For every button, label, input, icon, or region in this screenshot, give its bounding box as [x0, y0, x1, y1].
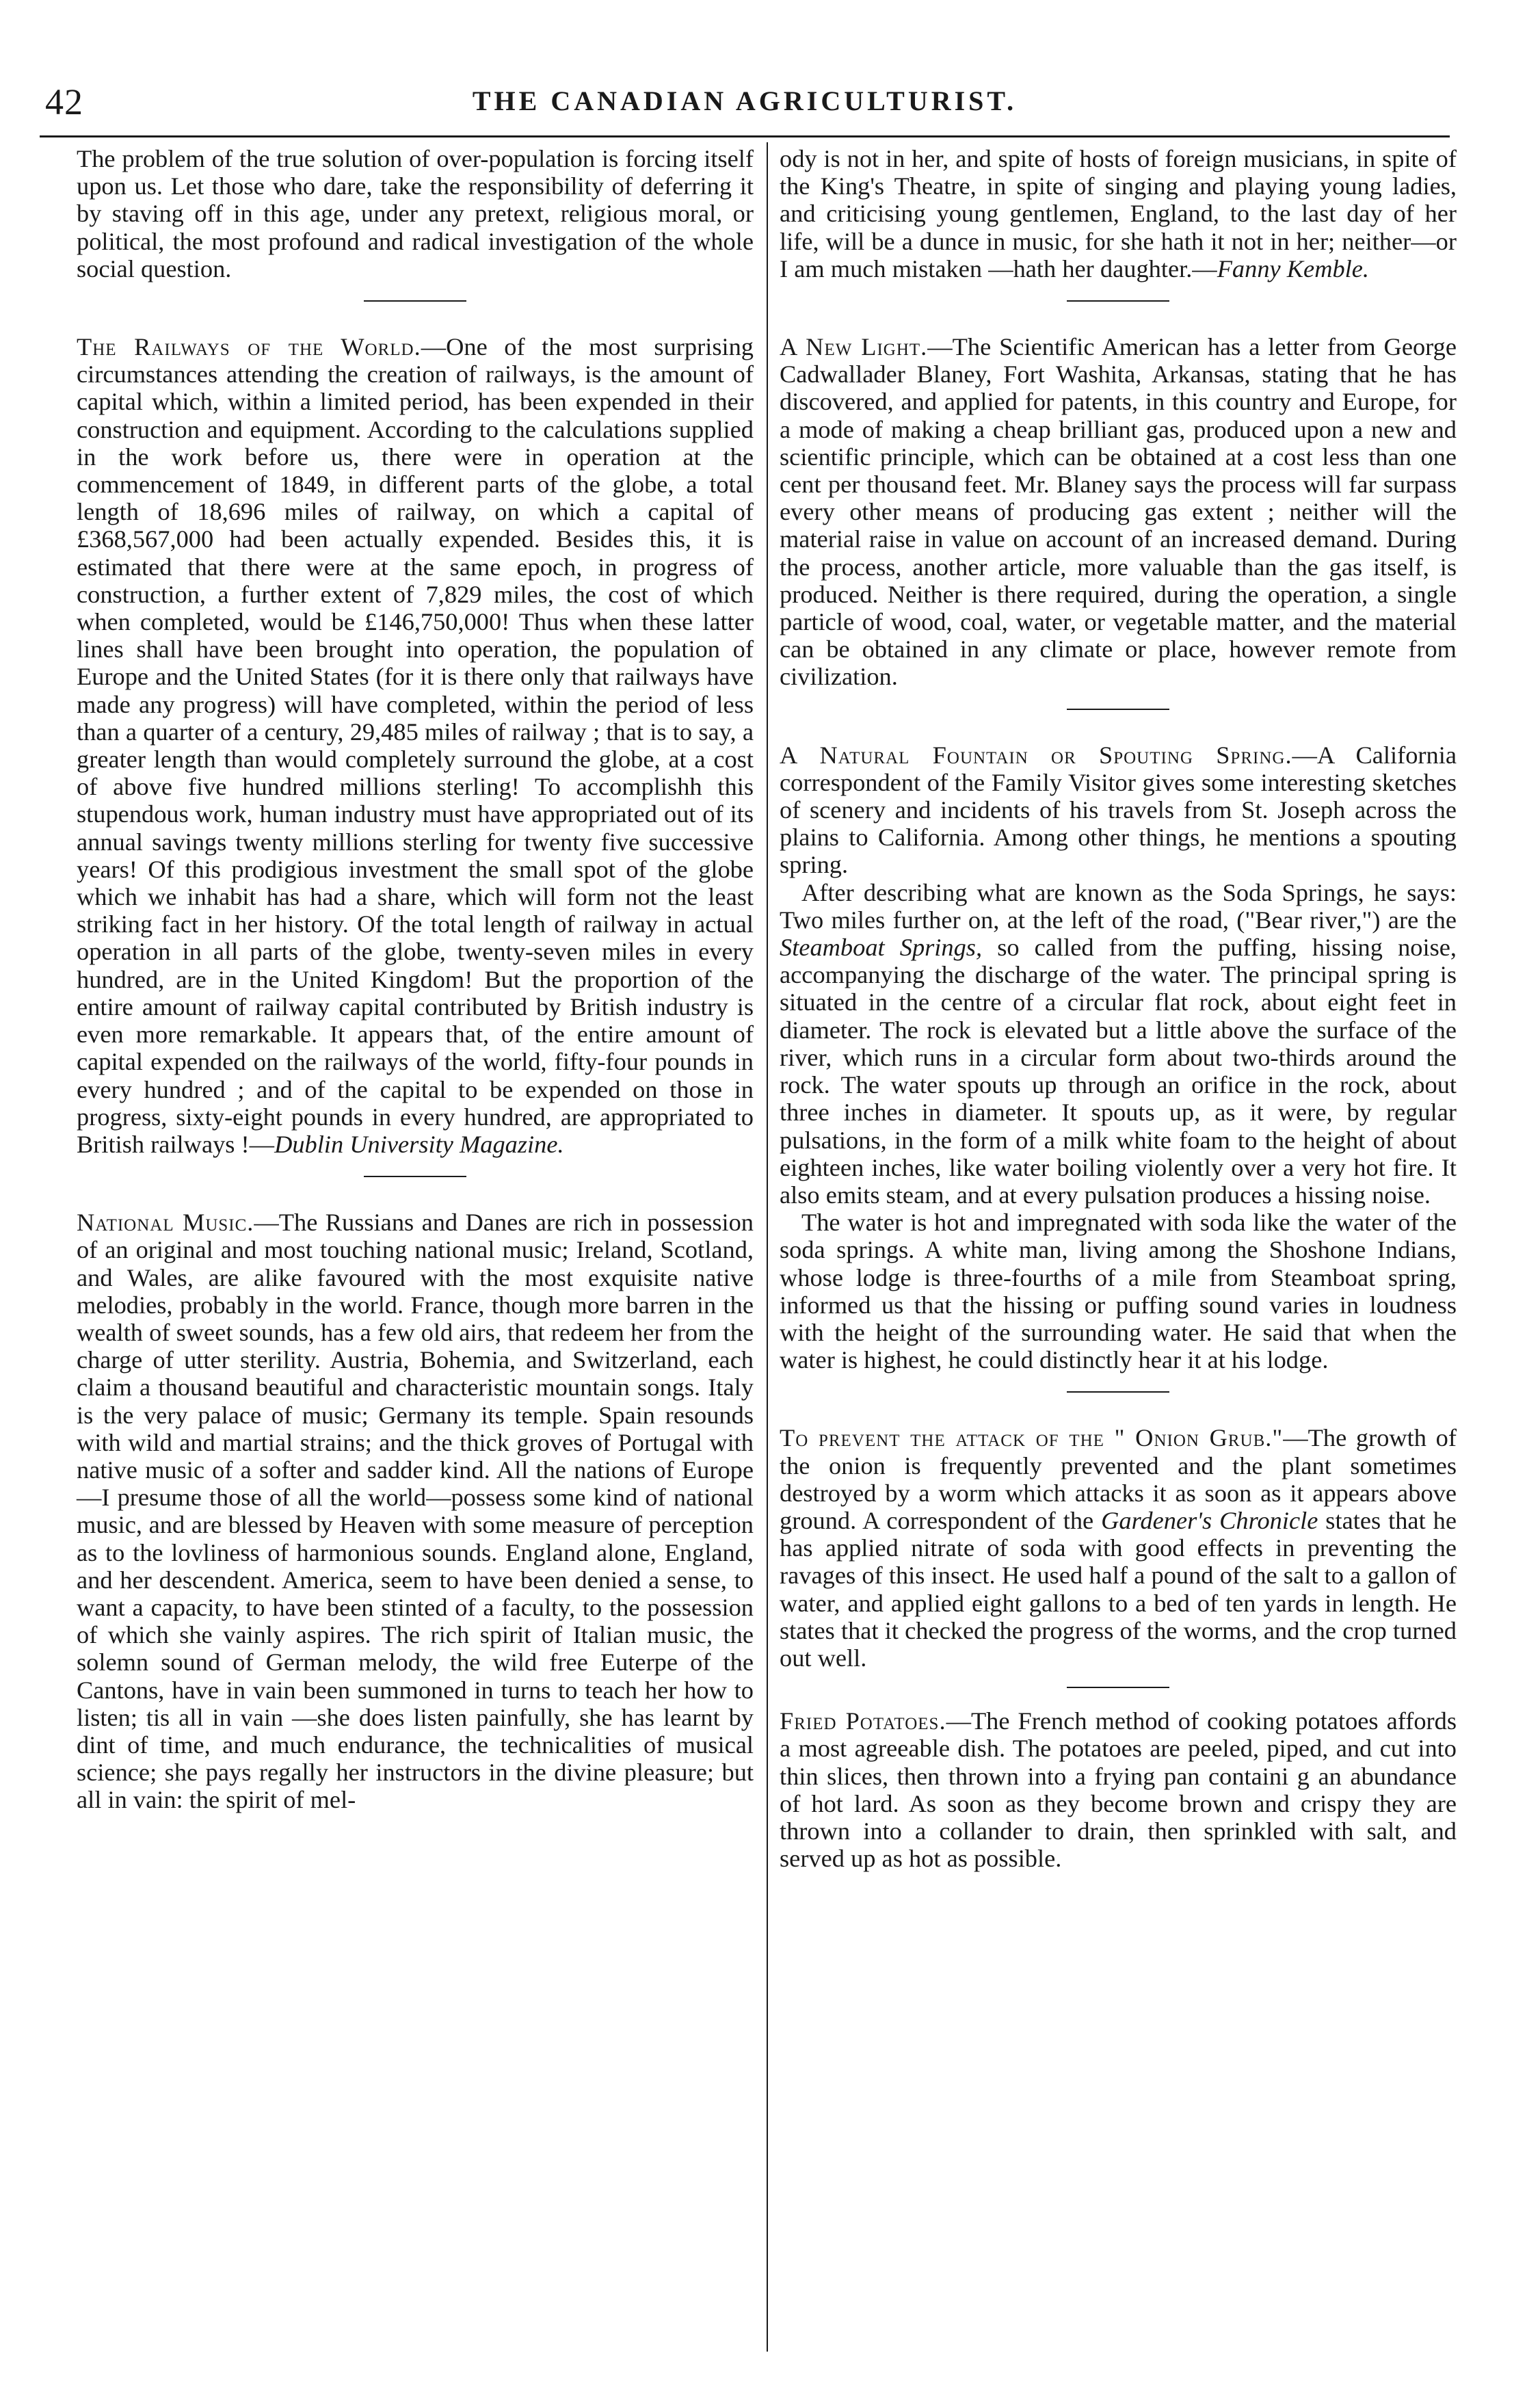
article-overpopulation [77, 145, 754, 282]
article-body: states that he has applied nitrate of soda with good effects in preventing the ravages of this insect. He used half a pound of the salt to a gallon of water, and applied eight gallons to a bed of ten yards in length. He states that it checked the progress of the worms, and the crop turned out well. [780, 1506, 1457, 1672]
left-column [77, 145, 754, 1814]
article-body: After describing what are known as the Soda Springs, he says: Two miles further on, at the left of the road, ("Bear river,") are the [780, 878, 1457, 934]
article-body: —The Scientific American has a letter from George Cadwallader Blaney, Fort Washita, Arkansas, stating that he has discovered, and applied for patents, in this country and Europe, for a mode of making a cheap brilliant gas, produced upon a new and scientific principle, which can be obtained at a cost less than one cent per thousand feet. Mr. Blaney says the process will far surpass every other means of producing gas extent ; neither will the material raise in value on account of an increased demand. During the process, another article, more valuable than the gas itself, is produced. Neither is there required, during the operation, a single particle of wood, coal, water, or vegetable matter, and the material can be obtained in any climate or place, however remote from civilization. [780, 333, 1457, 691]
article-body: so called from the puffing, hissing noise, accompanying the discharge of the water. The principal spring is situated in the centre of a circular flat rock, about eight feet in diameter. The rock is elevated but a little above the surface of the river, which runs in a circular form about two-thirds around the rock. The water spouts up through an orifice in the rock, about three inches in diameter. It spouts up, as it were, by regular pulsations, in the form of a milk white foam to the height of about eighteen inches, like water boiling violently over a very hot fire. It also emits steam, and at every pulsation produces a hissing noise. [780, 934, 1457, 1209]
article-separator [1067, 1687, 1169, 1688]
article-fried-potatoes [780, 1707, 1457, 1872]
article-source: Fanny Kemble. [1217, 254, 1370, 282]
page-header [40, 81, 1450, 135]
page-number: 42 [45, 81, 83, 122]
article-new-light [780, 333, 1457, 691]
article-emphasis: Steamboat Springs, [780, 934, 983, 962]
article-paragraph [780, 1707, 1457, 1872]
article-railways [77, 333, 754, 1158]
header-rule [40, 135, 1450, 137]
article-emphasis: Gardener's Chronicle [1101, 1506, 1318, 1534]
article-body: —The French method of cooking potatoes affords a most agreeable dish. The potatoes are peeled, piped, and cut into thin slices, then thrown into a frying pan containi g an abundance of hot lard. As soon as they become brown and crispy they are thrown into a collander to drain, then sprinkled with salt, and served up as hot as possible. [780, 1707, 1457, 1873]
article-separator [1067, 709, 1169, 710]
article-national-music-continued [780, 145, 1457, 282]
article-separator [364, 1176, 466, 1177]
article-title: To prevent the attack of the " Onion Grub." [780, 1424, 1284, 1452]
article-separator [1067, 300, 1169, 302]
column-divider [767, 142, 768, 2352]
article-paragraph [780, 145, 1457, 282]
article-paragraph [780, 1209, 1457, 1373]
article-title: A New Light. [780, 333, 928, 361]
article-separator [1067, 1391, 1169, 1393]
article-title: The Railways of the World. [77, 333, 421, 361]
article-natural-fountain [780, 741, 1457, 1374]
article-body: —The growth of the onion is frequently prevented and the plant sometimes destroyed by a worm which attacks it as soon as it appears above ground. A correspondent of the [780, 1424, 1457, 1534]
article-body: —One of the most surprising circumstances attending the creation of railways, is the amount of capital which, within a limited period, has been expended in their construction and equipment. According to the calculations supplied in the work before us, there were in operation at the commencement of 1849, in different parts of the globe, a total length of 18,696 miles of railway, on which a capital of £368,567,000 had been actually expended. Besides this, it is estimated that there were at the same epoch, in progress of construction, a further extent of 7,829 miles, the cost of which when completed, would be £146,750,000! Thus when these latter lines shall have been brought into operation, the population of Europe and the United States (for it is there only that railways have made any progress) will have completed, within the period of less than a quarter of a century, 29,485 miles of railway ; that is to say, a greater length than would completely surround the globe, at a cost of above five hundred millions sterling! To accomplishh this stupendous work, human industry must have appropriated out of its annual savings twenty millions sterling for twenty five successive years! Of this prodigious investment the small spot of the globe which we inhabit has had a share, which will form not the least striking fact in her history. Of the total length of railway in actual operation in all parts of the globe, twenty-seven miles in every hundred, are in the United Kingdom! But the proportion of the entire amount of railway capital contributed by British industry is even more remarkable. It appears that, of the entire amount of capital expended on the railways of the world, fifty-four pounds in every hundred ; and of the capital to be expended on those in progress, sixty-eight pounds in every hundred, are appropriated to British railways !— [77, 333, 754, 1158]
article-paragraph [780, 1424, 1457, 1672]
right-column [780, 145, 1457, 1872]
article-paragraph [780, 333, 1457, 691]
article-national-music [77, 1209, 754, 1813]
article-source: Dublin University Magazine. [274, 1130, 564, 1158]
running-head: THE CANADIAN AGRICULTURIST. [472, 86, 1018, 116]
article-body: The water is hot and impregnated with soda like the water of the soda springs. A white man, living among the Shoshone Indians, whose lodge is three-fourths of a mile from Steamboat spring, informed us that the hissing or puffing sound varies in loudness with the height of the surrounding water. He said that when the water is highest, he could distinctly hear it at his lodge. [780, 1209, 1457, 1374]
article-onion-grub [780, 1424, 1457, 1672]
article-title: National Music. [77, 1209, 254, 1237]
article-body: —A California correspondent of the Family Visitor gives some interesting sketches of scenery and incidents of his travels from St. Joseph across the plains to California. Among other things, he mentions a spouting spring. [780, 741, 1457, 879]
article-paragraph [77, 1209, 754, 1813]
article-title: Fried Potatoes. [780, 1707, 946, 1735]
article-separator [364, 300, 466, 302]
article-body: ody is not in her, and spite of hosts of foreign musicians, in spite of the King's Theatre, in spite of singing and playing young ladies, and criticising young gentlemen, England, to the last day of her life, will be a dunce in music, for she hath it not in her; neither—or I am much mistaken —hath her daughter.— [780, 145, 1457, 282]
article-paragraph [77, 333, 754, 1158]
article-body: The problem of the true solution of over-population is forcing itself upon us. Let those who dare, take the responsibility of deferring it by staving off in this age, under any pretext, religious moral, or political, the most profound and radical investigation of the whole social question. [77, 145, 754, 282]
article-paragraph [780, 879, 1457, 1209]
article-title: A Natural Fountain or Spouting Spring. [780, 741, 1292, 769]
article-paragraph [780, 741, 1457, 879]
article-body: —The Russians and Danes are rich in possession of an original and most touching national music; Ireland, Scotland, and Wales, are alike favoured with the most exquisite native melodies, probably in the world. France, though more barren in the wealth of sweet sounds, has a few old airs, that redeem her from the charge of utter sterility. Austria, Bohemia, and Switzerland, each claim a thousand beautiful and characteristic mountain songs. Italy is the very palace of music; Germany its temple. Spain resounds with wild and martial strains; and the thick groves of Portugal with native music of a softer and sadder kind. All the nations of Europe—I presume those of all the world—possess some kind of national music, and are blessed by Heaven with some measure of perception as to the lovliness of harmonious sounds. England alone, England, and her descendent. America, seem to have been denied a sense, to want a capacity, to have been stinted of a faculty, to the possession of which she vainly aspires. The rich spirit of Italian music, the solemn sound of German melody, the wild free Euterpe of the Cantons, have in vain been summoned in turns to teach her how to listen; tis all in vain —she does listen painfully, she has learnt by dint of time, and much endurance, the technicalities of musical science; she pays regally her instructors in the divine pleasure; but all in vain: the spirit of mel- [77, 1209, 754, 1814]
